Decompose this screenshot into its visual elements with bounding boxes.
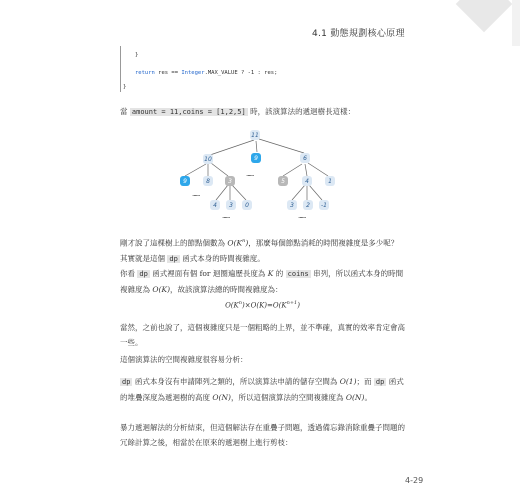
paragraph-dp-loop <box>120 266 405 297</box>
tree-node: 8 <box>203 176 213 186</box>
corner-decoration <box>456 0 513 32</box>
inline-code: dp <box>169 254 178 263</box>
inline-code: dp <box>375 378 385 386</box>
tree-node: 0 <box>242 200 252 210</box>
math: K <box>267 269 274 278</box>
text: ；而 <box>356 377 374 386</box>
tree-node: 2 <box>303 200 313 210</box>
complexity-formula <box>120 300 405 309</box>
text: 當 <box>120 107 130 116</box>
math: ) <box>245 238 249 248</box>
text: ，所以這個演算法的空間複雜度為 <box>230 393 346 402</box>
tree-edge <box>308 163 328 176</box>
tree-edge <box>292 185 305 200</box>
ellipsis-dots: ...... <box>222 212 230 220</box>
tree-edge <box>185 164 206 176</box>
paragraph-space-analysis <box>120 374 405 405</box>
corner-decoration-strip <box>512 0 520 46</box>
paragraph-upper-bound: 當然，之前也說了，這個複雜度只是一個粗略的上界，並不準確，真實的效率肯定會高一些。 <box>120 323 405 347</box>
code-keyword: return <box>135 70 155 76</box>
text: 函式本身的時間複雜度。 <box>179 253 265 263</box>
code-line-3: } <box>123 84 127 90</box>
tree-node: 9 <box>180 176 190 186</box>
ellipsis-dots: ...... <box>192 190 200 198</box>
tree-edge <box>210 140 254 155</box>
tree-edge <box>259 139 304 153</box>
tree-node: 6 <box>300 153 310 163</box>
recursion-tree <box>170 126 350 222</box>
inline-code: dp <box>122 378 131 386</box>
text: 你看 <box>120 269 138 278</box>
math-sup: n <box>242 238 246 244</box>
tree-edge <box>211 163 228 176</box>
text: 。 <box>364 393 372 402</box>
text: 的 <box>273 269 286 278</box>
tree-edge <box>256 141 257 152</box>
math-sup: n <box>238 300 242 306</box>
tree-node: 3 <box>226 200 236 210</box>
code-text: .MAX_VALUE ? -1 : res; <box>204 70 278 76</box>
tree-node: -1 <box>319 200 329 210</box>
text: 時，該演算法的遞迴樹長這樣： <box>247 107 356 116</box>
text: 函式的堆疊深度為遞迴樹的高度 <box>120 377 404 402</box>
math: O(N) <box>212 393 231 402</box>
code-line-2 <box>135 70 277 76</box>
math: O(1) <box>339 377 357 386</box>
text: 串列，所以函式本身的時間複雜度為 <box>120 269 404 294</box>
tree-node: 3 <box>225 176 235 186</box>
math-sup: n+1 <box>286 300 298 306</box>
tree-node: 1 <box>325 176 335 186</box>
code-block <box>120 46 411 92</box>
inline-code: coins <box>287 270 309 278</box>
math: ) <box>297 301 300 310</box>
text: 函式裡面有個 for 迴圈遍歷長度為 <box>149 269 268 278</box>
tree-edge <box>309 185 322 200</box>
tree-node: 3 <box>287 200 297 210</box>
code-type: Integer <box>181 70 205 76</box>
tree-node: 9 <box>251 153 261 163</box>
tree-edge <box>283 164 302 176</box>
chapter-header: 4.1 動態規劃核心原理 <box>312 29 405 39</box>
tree-edge <box>305 164 307 176</box>
text: ，那麼每個節點消耗的時間複雜度是多少呢？其實就是這個 <box>120 238 399 263</box>
code-line-1: } <box>135 52 139 58</box>
inline-code: dp <box>139 270 148 278</box>
tree-node: 4 <box>302 176 312 186</box>
paragraph-node-count <box>120 234 405 267</box>
ellipsis-dots: ...... <box>298 212 306 220</box>
paragraph-pruning: 暴力遞迴解法的分析結束，但這個解法存在重疊子問題，透過備忘錄消除重疊子問題的冗餘計算之後，相當於在原來的遞迴樹上進行剪枝： <box>120 423 405 447</box>
text: 函式本身沒有申請陣列之類的，所以演算法申請的儲存空間為 <box>132 377 340 386</box>
tree-edge <box>232 185 246 200</box>
tree-node-root: 11 <box>251 131 259 139</box>
tree-node: 10 <box>204 155 212 163</box>
math: O(K <box>225 301 239 310</box>
math: O(K) <box>152 285 170 294</box>
math: O(K <box>227 238 243 248</box>
text: ，故該演算法總的時間複雜度為： <box>170 285 283 294</box>
ellipsis-dots: ...... <box>246 170 254 178</box>
math: )×O(K)=O(K <box>242 301 287 310</box>
math: O(N) <box>345 393 365 402</box>
code-text: res == <box>154 70 182 76</box>
tree-node: 4 <box>210 200 220 210</box>
text: 剛才說了這棵樹上的節點個數為 <box>120 238 228 248</box>
page-number: 4-29 <box>405 476 424 485</box>
inline-code: amount = 11,coins = [1,2,5] <box>131 108 246 116</box>
tree-node: 5 <box>278 176 288 186</box>
tree-edge <box>216 185 228 200</box>
paragraph-space-intro: 這個演算法的空間複雜度很容易分析： <box>120 355 248 364</box>
paragraph-intro <box>120 104 405 120</box>
